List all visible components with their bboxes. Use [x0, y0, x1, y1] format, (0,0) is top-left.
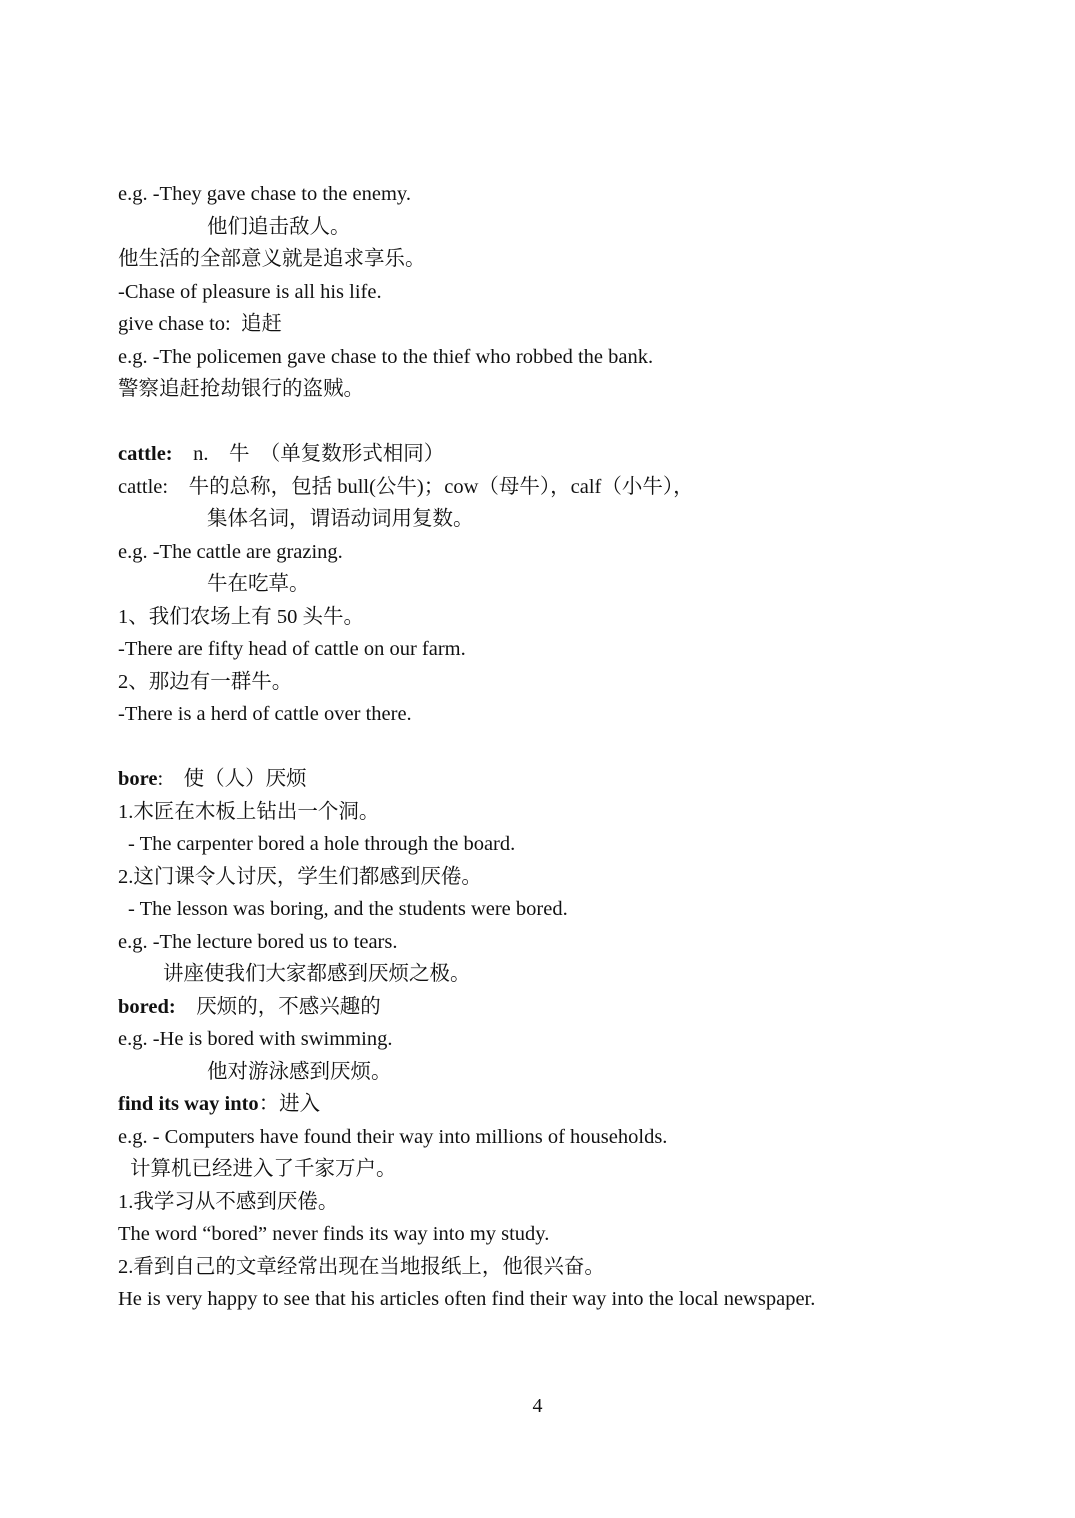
section-gap [118, 406, 1018, 439]
page-body [118, 178, 1018, 1316]
exercise-prompt: 1、我们农场上有 50 头牛。 [118, 605, 364, 628]
example-translation: 警察追赶抢劫银行的盗贼。 [118, 378, 364, 400]
exercise-answer: He is very happy to see that his articles often find their way into the local newspaper. [118, 1288, 816, 1310]
vocab-term: bored: [118, 995, 176, 1018]
example-sentence: e.g. -The cattle are grazing. [118, 540, 343, 563]
vocab-definition: ：进入 [258, 1093, 321, 1115]
vocab-entry-cattle [118, 438, 1018, 471]
vocab-term: bore [118, 768, 158, 790]
example-sentence: e.g. -The policemen gave chase to the thief who robbed the bank. [118, 345, 654, 368]
example-sentence: e.g. -They gave chase to the enemy. [118, 183, 411, 205]
example-translation: 牛在吃草。 [207, 573, 310, 595]
vocab-entry-bore [118, 763, 1018, 796]
exercise-answer: The word “bored” never finds its way into my study. [118, 1223, 550, 1245]
exercise-prompt: 2.这门课令人讨厌，学生们都感到厌倦。 [118, 865, 482, 888]
exercise-prompt: 1.我学习从不感到厌倦。 [118, 1190, 339, 1213]
exercise-prompt: 1.木匠在木板上钻出一个洞。 [118, 800, 380, 823]
example-translation: 讲座使我们大家都感到厌烦之极。 [163, 963, 471, 985]
exercise-answer: -Chase of pleasure is all his life. [118, 280, 382, 303]
vocab-entry-find-its-way-into [118, 1088, 1018, 1121]
example-sentence: e.g. -He is bored with swimming. [118, 1028, 393, 1050]
vocab-term: cattle: [118, 443, 173, 465]
exercise-answer: -There is a herd of cattle over there. [118, 703, 412, 725]
vocab-definition: 厌烦的，不感兴趣的 [175, 995, 381, 1018]
example-translation: 他们追击敌人。 [207, 215, 351, 238]
vocab-definition: n. 牛 （单复数形式相同） [172, 443, 445, 465]
exercise-prompt: 他生活的全部意义就是追求享乐。 [118, 248, 426, 270]
exercise-answer: -There are fifty head of cattle on our farm. [118, 638, 466, 660]
exercise-prompt: 2、那边有一群牛。 [118, 670, 293, 693]
page-number: 4 [532, 1395, 543, 1417]
example-translation: 计算机已经进入了千家万户。 [130, 1158, 397, 1180]
section-gap [118, 731, 1018, 764]
example-translation: 他对游泳感到厌烦。 [207, 1060, 392, 1083]
vocab-entry-bored [118, 991, 1018, 1024]
example-sentence: e.g. -The lecture bored us to tears. [118, 930, 398, 953]
exercise-answer: - The lesson was boring, and the students were bored. [128, 898, 568, 920]
exercise-answer: - The carpenter bored a hole through the board. [128, 833, 516, 855]
phrase-definition: give chase to: 追赶 [118, 313, 282, 335]
exercise-prompt: 2.看到自己的文章经常出现在当地报纸上，他很兴奋。 [118, 1255, 605, 1278]
usage-note: cattle: 牛的总称，包括 bull(公牛)；cow（母牛），calf（小牛）， [118, 475, 694, 498]
usage-note: 集体名词，谓语动词用复数。 [207, 508, 474, 530]
example-sentence: e.g. - Computers have found their way into millions of households. [118, 1125, 668, 1148]
vocab-term: find its way into [118, 1093, 259, 1115]
vocab-definition: : 使（人）厌烦 [157, 768, 307, 790]
